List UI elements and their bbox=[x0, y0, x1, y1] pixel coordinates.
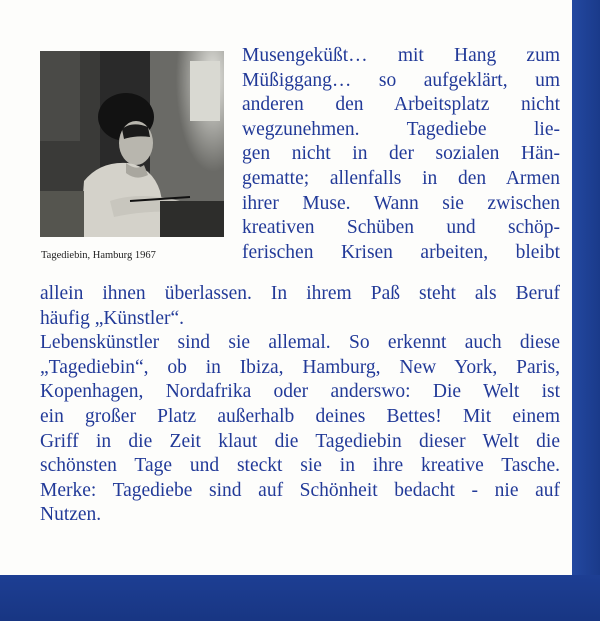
text-line: wegzunehmen. Tagediebe lie- bbox=[242, 118, 560, 140]
photo-caption: Tagediebin, Hamburg 1967 bbox=[41, 250, 156, 261]
text-line: gematte; allenfalls in den Armen bbox=[242, 167, 560, 189]
text-line: Müßiggang… so aufgeklärt, um bbox=[242, 69, 560, 91]
body-text-right-column bbox=[242, 44, 560, 265]
text-line: Merke: Tagediebe sind auf Schönheit bedacht - nie auf bbox=[40, 479, 560, 501]
text-line: ein großer Platz außerhalb deines Bettes! Mit einem bbox=[40, 405, 560, 427]
text-line: Kopenhagen, Nordafrika oder anderswo: Die Welt ist bbox=[40, 381, 560, 403]
body-text-full-width bbox=[40, 282, 560, 528]
text-line: Lebenskünstler sind sie allemal. So erkennt auch diese bbox=[40, 332, 560, 354]
portrait-photo-graphic bbox=[40, 51, 224, 237]
text-line: häufig „Künstler“. bbox=[40, 307, 185, 329]
text-line: gen nicht in der sozialen Hän- bbox=[242, 143, 560, 165]
text-line: Nutzen. bbox=[40, 504, 102, 526]
text-line: ferischen Krisen arbeiten, bleibt bbox=[242, 241, 560, 263]
portrait-photo bbox=[40, 51, 224, 237]
text-line: anderen den Arbeitsplatz nicht bbox=[242, 94, 560, 116]
blue-frame-bottom bbox=[0, 575, 600, 621]
text-line: kreativen Schüben und schöp- bbox=[242, 217, 560, 239]
text-line: ihrer Muse. Wann sie zwischen bbox=[242, 192, 560, 214]
text-line: allein ihnen überlassen. In ihrem Paß steht als Beruf bbox=[40, 283, 560, 304]
text-line: Musengeküßt… mit Hang zum bbox=[242, 45, 560, 66]
text-line: Griff in die Zeit klaut die Tagediebin dieser Welt die bbox=[40, 430, 560, 452]
blue-frame-right bbox=[572, 0, 600, 621]
text-line: „Tagediebin“, ob in Ibiza, Hamburg, New York, Paris, bbox=[40, 356, 560, 378]
text-line: schönsten Tage und steckt sie in ihre kreative Tasche. bbox=[40, 455, 560, 477]
